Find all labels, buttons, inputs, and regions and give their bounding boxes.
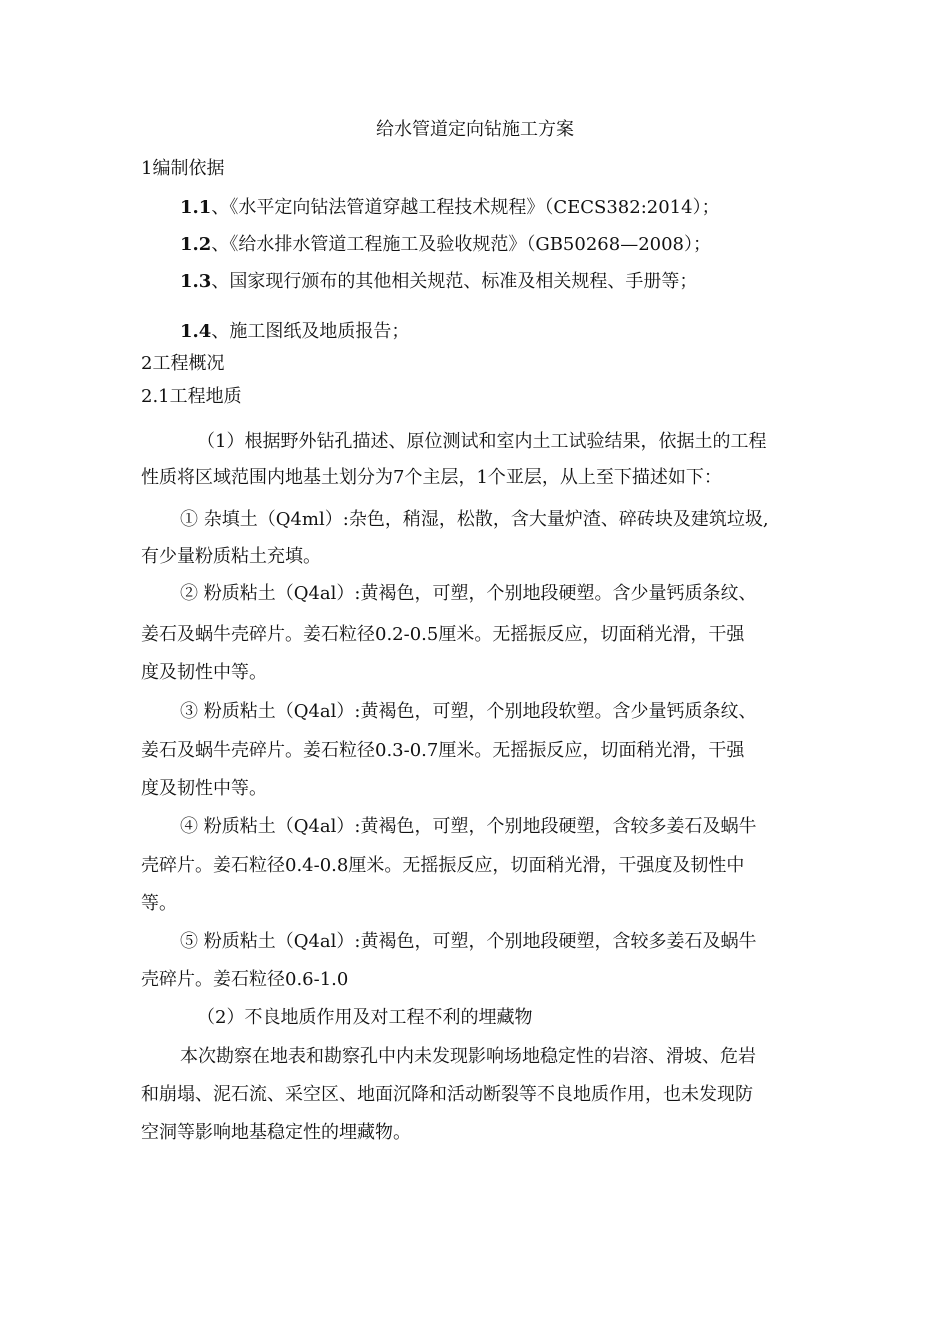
basis-item-2-text: 、《给水排水管道工程施工及验收规范》（GB50268—2008）； bbox=[211, 234, 712, 255]
document-title: 给水管道定向钻施工方案 bbox=[376, 119, 574, 140]
geology-intro-line-1: （1）根据野外钻孔描述、原位测试和室内土工试验结果，依据土的工程 bbox=[197, 431, 767, 452]
section-1-heading: 1编制依据 bbox=[141, 158, 225, 179]
basis-item-1 bbox=[180, 196, 720, 220]
basis-item-2-number: 1.2 bbox=[180, 234, 212, 255]
layer-1-line-1: ① 杂填土（Q4ml）:杂色，稍湿，松散，含大量炉渣、碎砖块及建筑垃圾, bbox=[180, 509, 769, 530]
layer-3-line-3: 度及韧性中等。 bbox=[141, 778, 267, 799]
basis-item-4 bbox=[180, 320, 409, 344]
basis-item-1-number: 1.1 bbox=[180, 197, 212, 218]
basis-item-4-text: 、施工图纸及地质报告； bbox=[211, 321, 410, 342]
basis-item-3 bbox=[180, 270, 697, 294]
layer-3-line-2: 姜石及蜗牛壳碎片。姜石粒径0.3-0.7厘米。无摇振反应，切面稍光滑，干强 bbox=[141, 740, 745, 761]
basis-item-1-text: 、《水平定向钻法管道穿越工程技术规程》（CECS382:2014）； bbox=[211, 197, 720, 218]
section-2-heading: 2工程概况 bbox=[141, 353, 225, 374]
basis-item-3-text: 、国家现行颁布的其他相关规范、标准及相关规程、手册等； bbox=[211, 271, 698, 292]
adverse-geology-heading: （2）不良地质作用及对工程不利的埋藏物 bbox=[197, 1007, 533, 1028]
basis-item-4-number: 1.4 bbox=[180, 321, 212, 342]
basis-item-2 bbox=[180, 233, 711, 257]
layer-1-line-2: 有少量粉质粘土充填。 bbox=[141, 546, 321, 567]
layer-2-line-1: ② 粉质粘土（Q4al）:黄褐色，可塑，个别地段硬塑。含少量钙质条纹、 bbox=[180, 583, 757, 604]
layer-3-line-1: ③ 粉质粘土（Q4al）:黄褐色，可塑，个别地段软塑。含少量钙质条纹、 bbox=[180, 701, 757, 722]
layer-2-line-2: 姜石及蜗牛壳碎片。姜石粒径0.2-0.5厘米。无摇振反应，切面稍光滑，干强 bbox=[141, 624, 745, 645]
layer-4-line-1: ④ 粉质粘土（Q4al）:黄褐色，可塑，个别地段硬塑，含较多姜石及蜗牛 bbox=[180, 816, 757, 837]
layer-4-line-2: 壳碎片。姜石粒径0.4-0.8厘米。无摇振反应，切面稍光滑，干强度及韧性中 bbox=[141, 855, 745, 876]
layer-4-line-3: 等。 bbox=[141, 893, 177, 914]
layer-5-line-1: ⑤ 粉质粘土（Q4al）:黄褐色，可塑，个别地段硬塑，含较多姜石及蜗牛 bbox=[180, 931, 757, 952]
geology-intro-line-2: 性质将区域范围内地基土划分为7个主层，1个亚层，从上至下描述如下： bbox=[141, 467, 722, 488]
layer-2-line-3: 度及韧性中等。 bbox=[141, 662, 267, 683]
adverse-geology-line-3: 空洞等影响地基稳定性的埋藏物。 bbox=[141, 1122, 411, 1143]
basis-item-3-number: 1.3 bbox=[180, 271, 212, 292]
adverse-geology-line-1: 本次勘察在地表和勘察孔中内未发现影响场地稳定性的岩溶、滑坡、危岩 bbox=[180, 1046, 756, 1067]
layer-5-line-2: 壳碎片。姜石粒径0.6-1.0 bbox=[141, 969, 349, 990]
adverse-geology-line-2: 和崩塌、泥石流、采空区、地面沉降和活动断裂等不良地质作用，也未发现防 bbox=[141, 1084, 753, 1105]
subsection-2-1-heading: 2.1工程地质 bbox=[141, 386, 242, 407]
